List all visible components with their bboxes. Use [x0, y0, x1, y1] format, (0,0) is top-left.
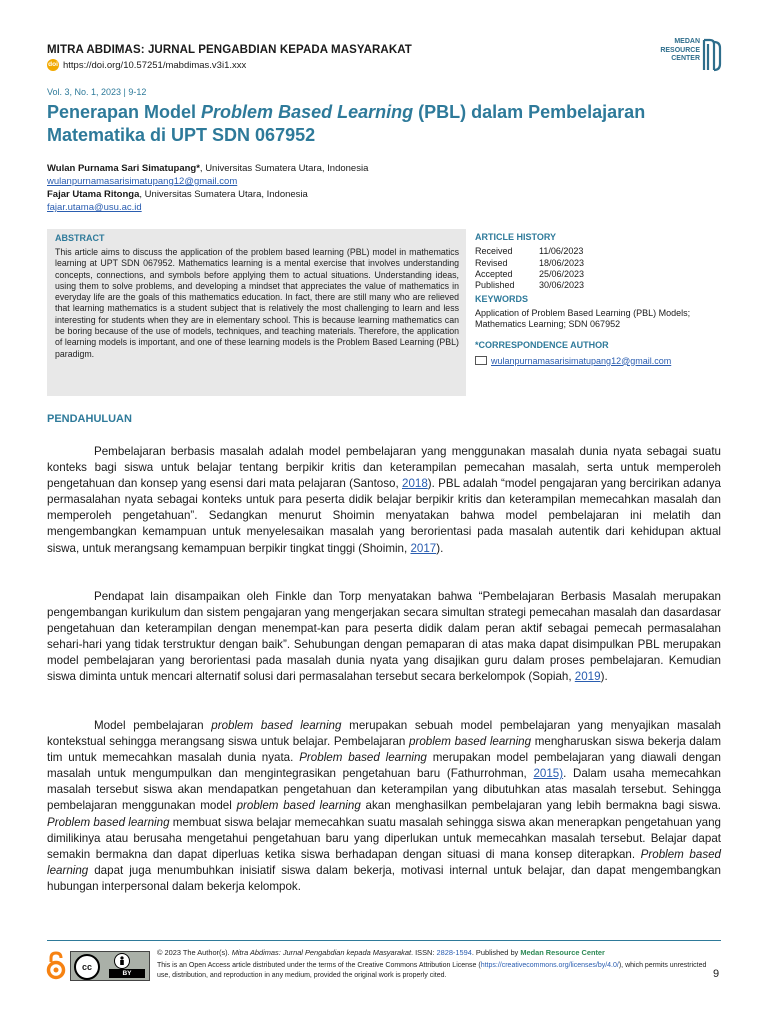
- citation-link[interactable]: 2019: [574, 670, 601, 684]
- footer-journal: Mitra Abdimas: Jurnal Pengabdian kepada Masyarakat: [231, 948, 412, 957]
- keywords-heading: KEYWORDS: [475, 294, 529, 305]
- footer-copyright: [157, 948, 717, 958]
- text-run: mengharuskan siswa bekerja dalam tim untuk memecahkan masalah dunia nyata.: [47, 735, 721, 765]
- authors-block: [47, 162, 647, 214]
- text-run: © 2023 The Author(s).: [157, 948, 232, 957]
- history-row-accepted: [475, 269, 725, 280]
- author-2-affiliation: , Universitas Sumatera Utara, Indonesia: [139, 189, 308, 200]
- history-label: Published: [475, 280, 515, 291]
- text-run: ). PBL adalah “model pengajaran yang bercirikan adanya permasalahan nyata sebagai konteks untuk para peserta didik belajar berpikir kritis dan keterampilan memecahkan masalah dan memperoleh pengetahuan”. Sedangkan menurut Shoimin menyatakan bahwa model pembelajaran ini melatih dan mengembangkan kemampuan untuk menyelesaikan masalah yang berorientasi pada masalah autentik dari kehidupan aktual siswa, untuk merangsang kemampuan berpikir tingkat tinggi (Shoimin,: [47, 477, 721, 555]
- text-run: membuat siswa belajar memecahkan suatu masalah sehingga siswa akan menerapkan pengetahuan yang dimilikinya atau berusaha mengetahui pengetahuan baru yang diperlukan untuk memecahkan masalah tersebut. Belajar dapat semakin bermakna dan dapat diperluas ketika siswa berhadapan dengan situasi di mana konsep diterapkan.: [47, 815, 721, 861]
- article-history-heading: ARTICLE HISTORY: [475, 232, 557, 242]
- title-italic: Problem Based Learning: [201, 102, 414, 122]
- text-run: dapat juga menumbuhkan inisiatif siswa dalam bekerja, motivasi internal untuk belajar, dan dapat mengembangkan hubungan interpersonal dalam bekerja kelompok.: [47, 863, 721, 893]
- text-run: ).: [600, 670, 608, 684]
- paragraph-3: [47, 718, 721, 895]
- italic-term: problem based learning: [409, 735, 532, 749]
- history-date: 11/06/2023: [539, 246, 584, 257]
- author-1: [47, 162, 647, 175]
- page-number: 9: [713, 968, 720, 980]
- text-run: Pembelajaran berbasis masalah adalah model pembelajaran yang menggunakan masalah dunia nyata sebagai suatu konteks bagi siswa untuk belajar tentang berpikir kritis dan keterampilan pemecahan masalah, serta untuk memperoleh pengetahuan dan konsep yang esensi dari mata pelajaran (Santoso,: [47, 445, 721, 491]
- history-label: Received: [475, 246, 513, 257]
- volume-info: Vol. 3, No. 1, 2023 | 9-12: [47, 87, 147, 97]
- italic-term: Problem based learning: [47, 847, 722, 877]
- history-label: Revised: [475, 257, 508, 268]
- history-row-received: [475, 246, 725, 257]
- history-date: 25/06/2023: [539, 268, 585, 279]
- cc-by-license-badge: [70, 951, 150, 981]
- footer-text: [157, 948, 720, 981]
- keywords-text: Application of Problem Based Learning (PBL) Models; Mathematics Learning; SDN 067952: [475, 307, 691, 330]
- correspondence-heading: *CORRESPONDENCE AUTHOR: [475, 340, 609, 351]
- text-run: Pendapat lain disampaikan oleh Finkle dan Torp menyatakan bahwa “Pembelajaran Berbasis Masalah merupakan pengembangan kurikulum dan sistem pengajaran yang mengerjakan secara simultan strategi pemecahan masalah dan dasardasar pengetahuan dan keterampilan dengan menempat-kan para peserta didik dalam peran aktif sebagai pemecah permasalahan sehari-hari yang tidak terstruktur dengan baik”. Sehubungan dengan pemaparan di atas maka dapat disimpulkan PBL merupakan model pembelajaran yang berorientasi pada masalah dunia nyata yang disajikan guru dalam proses pembelajaran. Kemudian siswa diminta untuk mencari alternatif solusi dari permasalahan tersebut secara berkelompok (Sopiah,: [47, 590, 721, 684]
- author-1-email[interactable]: wulanpurnamasarisimatupang12@gmail.com: [47, 176, 238, 187]
- citation-link[interactable]: 2018: [402, 477, 428, 491]
- text-run: ).: [436, 541, 444, 555]
- license-link[interactable]: https://creativecommons.org/licenses/by/4.0/: [480, 962, 619, 969]
- history-date: 30/06/2023: [539, 280, 585, 291]
- author-2: [47, 188, 647, 201]
- attribution-icon: [114, 953, 130, 969]
- text-run: . Dalam usaha memecahkan masalah tersebut siswa akan mendapatkan pengetahuan dan keterampilan yang dibutuhkan atas masalah tersebut. Sehingga pembelajaran menggunakan model: [47, 767, 721, 813]
- correspondence-email[interactable]: wulanpurnamasarisimatupang12@gmail.com: [491, 355, 672, 366]
- italic-term: Problem based learning: [299, 751, 427, 765]
- text-run: . ISSN:: [411, 948, 437, 957]
- doi-icon: doi: [47, 59, 59, 71]
- paragraph-2: [47, 589, 721, 686]
- history-label: Accepted: [475, 268, 513, 279]
- author-1-name: Wulan Purnama Sari Simatupang*: [47, 163, 200, 174]
- citation-link[interactable]: 2015): [533, 767, 564, 781]
- italic-term: problem based learning: [211, 719, 342, 732]
- text-run: This is an Open Access article distributed under the terms of the Creative Commons Attribution License (: [157, 962, 481, 969]
- history-date: 18/06/2023: [539, 257, 585, 268]
- paper-title: [47, 101, 687, 147]
- italic-term: problem based learning: [236, 799, 361, 813]
- title-part-1: Penerapan Model: [47, 102, 202, 122]
- citation-link[interactable]: 2017: [410, 541, 437, 555]
- logo-line-2: RESOURCE: [660, 46, 700, 54]
- logo-line-1: MEDAN: [674, 38, 700, 45]
- journal-name: MITRA ABDIMAS: JURNAL PENGABDIAN KEPADA MASYARAKAT: [47, 44, 412, 56]
- open-access-icon: [45, 950, 67, 980]
- by-label: BY: [109, 969, 145, 978]
- correspondence-row: [475, 355, 725, 367]
- italic-term: Problem based learning: [47, 815, 170, 829]
- doi-link[interactable]: https://doi.org/10.57251/mabdimas.v3i1.xxx: [63, 59, 247, 71]
- abstract-box: [47, 229, 466, 396]
- history-row-published: [475, 280, 725, 291]
- logo-text: [660, 38, 700, 64]
- cc-icon: cc: [74, 954, 100, 980]
- article-info-sidebar: [475, 232, 725, 367]
- text-run: merupakan sebuah model pembelajaran yang menyajikan masalah kontekstual sehingga merangsang siswa untuk belajar. Pembelajaran: [47, 719, 721, 749]
- history-row-revised: [475, 258, 725, 269]
- title-part-2: (PBL) dalam Pembelajaran Matematika di UPT SDN 067952: [47, 102, 646, 145]
- text-run: Model pembelajaran: [94, 719, 212, 732]
- footer-license: [157, 961, 720, 981]
- section-heading: PENDAHULUAN: [47, 413, 132, 425]
- text-run: merupakan model pembelajaran yang diawali dengan masalah untuk mengumpulkan dan mengintegrasikan pengetahuan baru (Fathurrohman,: [47, 751, 721, 781]
- abstract-heading: ABSTRACT: [55, 233, 105, 243]
- publisher-name: Medan Resource Center: [520, 948, 605, 957]
- author-1-affiliation: , Universitas Sumatera Utara, Indonesia: [199, 163, 369, 174]
- logo-line-3: CENTER: [671, 55, 700, 62]
- mail-icon: [475, 356, 487, 365]
- text-run: ), which permits unrestricted use, distribution, and reproduction in any medium, provided the original work is properly cited.: [157, 962, 707, 979]
- paragraph-1: [47, 444, 721, 557]
- author-2-name: Fajar Utama Ritonga: [47, 189, 140, 200]
- issn-link[interactable]: 2828-1594: [436, 948, 472, 957]
- logo-mark-icon: [702, 38, 722, 72]
- author-2-email[interactable]: fajar.utama@usu.ac.id: [47, 202, 142, 213]
- text-run: . Published by: [471, 948, 521, 957]
- text-run: akan menghasilkan pembelajaran yang lebih bermakna bagi siswa.: [360, 799, 721, 813]
- footer-divider: [47, 940, 721, 941]
- doi-row: [47, 59, 246, 71]
- abstract-text: This article aims to discuss the application of the problem based learning (PBL) model in mathematics learning at UPT SDN 067952. Mathematics learning is a mental exercise that involves understanding concepts, connections, and symbols before applying them to actual situations. Understanding ideas, using them to solve problems, and developing a mindset that appreciates the value of mathematics in everyday life are the goals of this mathematics education. In fact, there are still many who are relieved that learning mathematics is a student subject that is relatively the most challenging to learn and less interesting for students when they are in elementary school. This is because learning mathematics can be boring because of the use of models, techniques, and teaching materials. Therefore, the application of learning models is important, and one of these learning models is the Problem Based Learning (PBL) paradigm.: [55, 247, 459, 359]
- medan-resource-center-logo: [652, 36, 724, 74]
